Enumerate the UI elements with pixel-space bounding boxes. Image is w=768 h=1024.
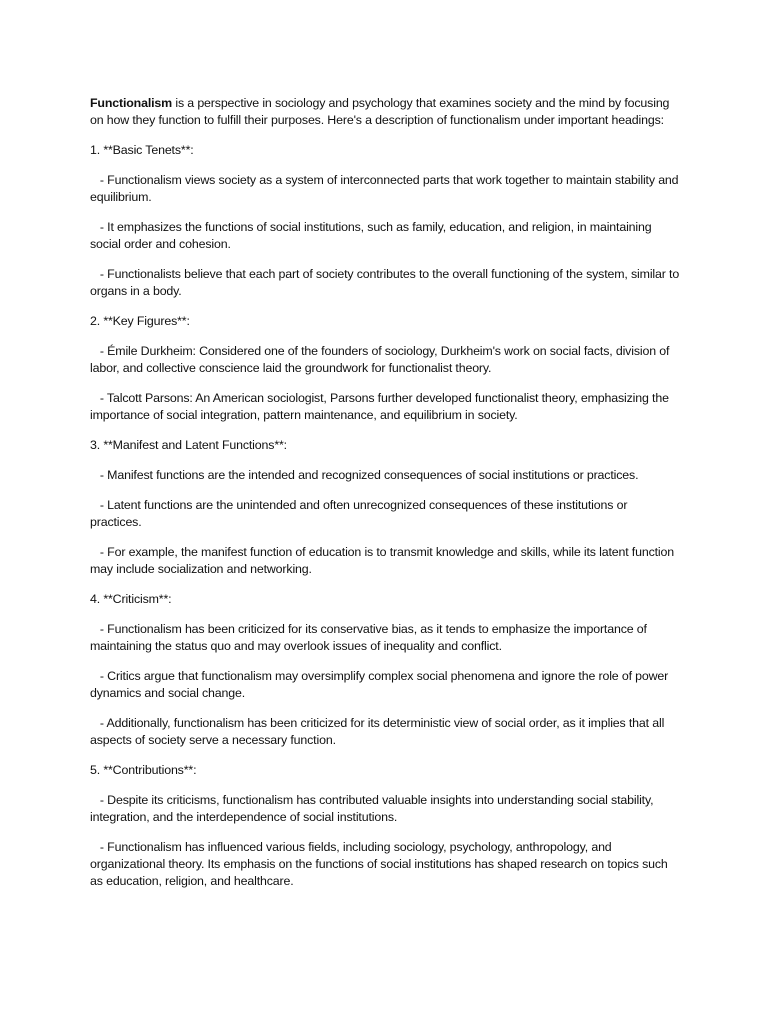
- section-heading: 3. **Manifest and Latent Functions**:: [90, 438, 287, 452]
- bullet-item: - It emphasizes the functions of social institutions, such as family, education, and religion, in maintaining social order and cohesion.: [90, 220, 655, 251]
- section-heading: 1. **Basic Tenets**:: [90, 143, 194, 157]
- bullet-item: - Functionalists believe that each part of society contributes to the overall functioning of the system, similar to organs in a body.: [90, 267, 683, 298]
- intro-term: Functionalism: [90, 96, 173, 110]
- bullet-item: - Manifest functions are the intended and recognized consequences of social institutions or practices.: [90, 468, 639, 482]
- section-criticism: [90, 591, 682, 749]
- bullet-item: - Additionally, functionalism has been criticized for its deterministic view of social order, as it implies that all aspects of society serve a necessary function.: [90, 716, 668, 747]
- document-page: [90, 95, 682, 903]
- section-manifest-latent-functions: [90, 437, 682, 578]
- section-contributions: [90, 762, 682, 890]
- section-heading: 5. **Contributions**:: [90, 763, 197, 777]
- bullet-item: - Functionalism views society as a system of interconnected parts that work together to maintain stability and equilibrium.: [90, 173, 682, 204]
- bullet-item: - Émile Durkheim: Considered one of the founders of sociology, Durkheim's work on social facts, division of labor, and collective conscience laid the groundwork for functionalist theory.: [90, 344, 673, 375]
- section-basic-tenets: [90, 142, 682, 300]
- bullet-item: - Talcott Parsons: An American sociologist, Parsons further developed functionalist theory, emphasizing the importance of social integration, pattern maintenance, and equilibrium in society.: [90, 391, 673, 422]
- bullet-item: - Functionalism has been criticized for its conservative bias, as it tends to emphasize the importance of maintaining the status quo and may overlook issues of inequality and conflict.: [90, 622, 651, 653]
- bullet-item: - Latent functions are the unintended and often unrecognized consequences of these institutions or practices.: [90, 498, 631, 529]
- intro-text: is a perspective in sociology and psychology that examines society and the mind by focusing on how they function to fulfill their purposes. Here's a description of functionalism under important headings:: [90, 96, 670, 127]
- bullet-item: - Critics argue that functionalism may oversimplify complex social phenomena and ignore the role of power dynamics and social change.: [90, 669, 672, 700]
- intro-paragraph: [90, 95, 682, 129]
- bullet-item: - For example, the manifest function of education is to transmit knowledge and skills, while its latent function may include socialization and networking.: [90, 545, 678, 576]
- section-heading: 4. **Criticism**:: [90, 592, 172, 606]
- section-key-figures: [90, 313, 682, 424]
- bullet-item: - Functionalism has influenced various fields, including sociology, psychology, anthropology, and organizational theory. Its emphasis on the functions of social institutions has shaped research on topics such as education, religion, and healthcare.: [90, 840, 671, 888]
- section-heading: 2. **Key Figures**:: [90, 314, 190, 328]
- bullet-item: - Despite its criticisms, functionalism has contributed valuable insights into understanding social stability, integration, and the interdependence of social institutions.: [90, 793, 657, 824]
